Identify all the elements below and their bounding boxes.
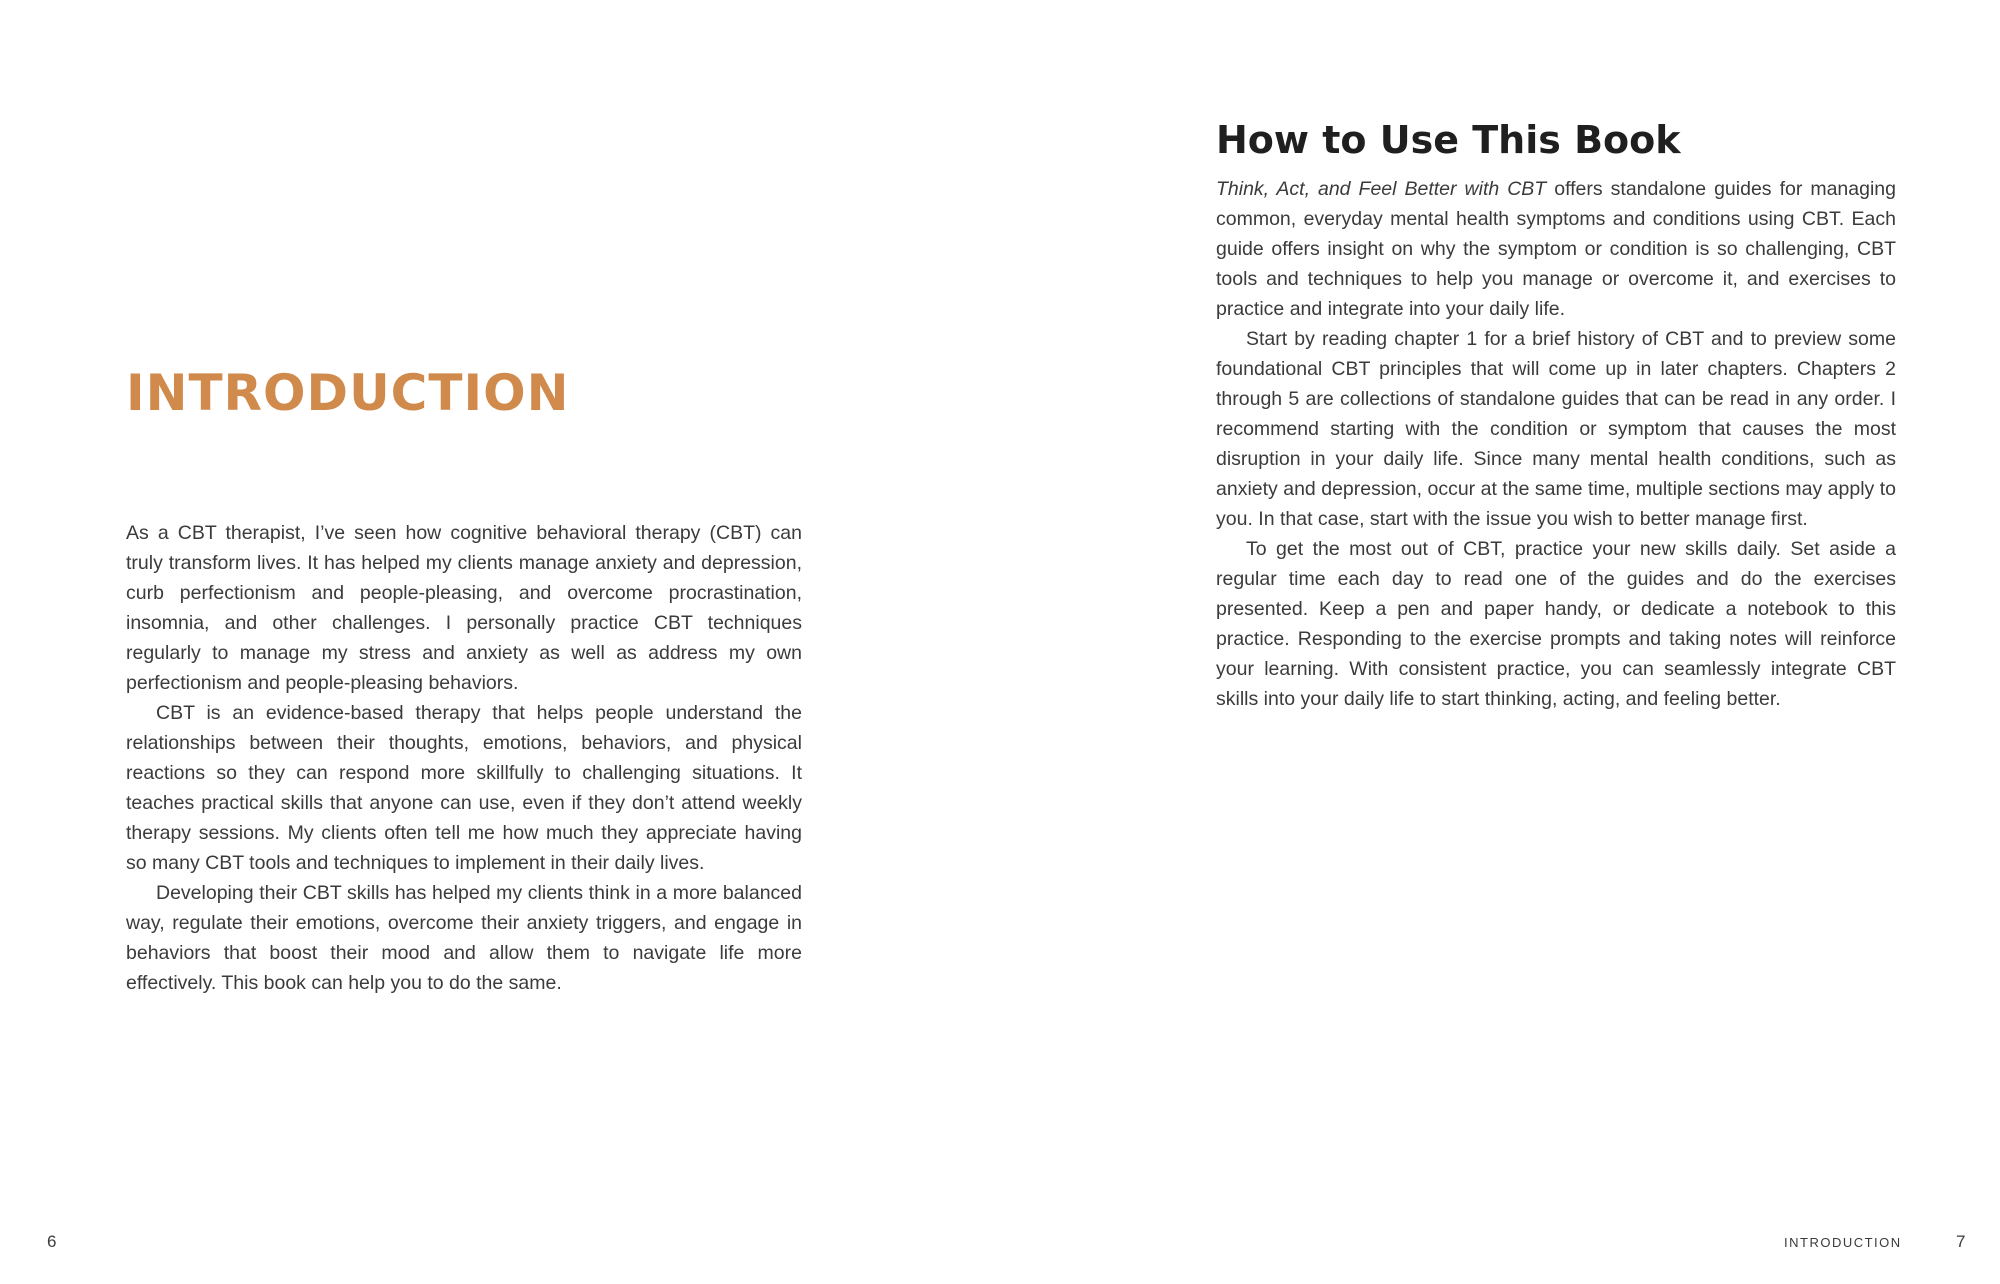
chapter-title: INTRODUCTION bbox=[126, 364, 570, 422]
section-heading: How to Use This Book bbox=[1216, 118, 1681, 162]
intro-paragraph-2: CBT is an evidence-based therapy that helps people understand the relationships between their thoughts, emotions, behaviors, and physical reactions so they can respond more skillfully to challenging situations. It teaches practical skills that anyone can use, even if they don’t attend weekly therapy sessions. My clients often tell me how much they appreciate having so many CBT tools and techniques to implement in their daily lives. bbox=[126, 702, 802, 874]
right-page bbox=[1000, 0, 2000, 1284]
how-to-paragraph-2: Start by reading chapter 1 for a brief history of CBT and to preview some foundational CBT principles that will come up in later chapters. Chapters 2 through 5 are collections of standalone guides that can be read in any order. I recommend starting with the condition or symptom that causes the most disruption in your daily life. Since many mental health conditions, such as anxiety and depression, occur at the same time, multiple sections may apply to you. In that case, start with the issue you wish to better manage first. bbox=[1216, 328, 1896, 530]
book-title-italic: Think, Act, and Feel Better with CBT bbox=[1216, 178, 1547, 200]
intro-paragraph-3: Developing their CBT skills has helped my clients think in a more balanced way, regulate their emotions, overcome their anxiety triggers, and engage in behaviors that boost their mood and allow them to navigate life more effectively. This book can help you to do the same. bbox=[126, 882, 802, 994]
how-to-use-body bbox=[1216, 174, 1896, 714]
how-to-paragraph-3: To get the most out of CBT, practice your new skills daily. Set aside a regular time each day to read one of the guides and do the exercises presented. Keep a pen and paper handy, or dedicate a notebook to this practice. Responding to the exercise prompts and taking notes will reinforce your learning. With consistent practice, you can seamlessly integrate CBT skills into your daily life to start thinking, acting, and feeling better. bbox=[1216, 538, 1896, 710]
running-head: INTRODUCTION bbox=[1784, 1235, 1902, 1250]
how-to-paragraph-1-text: offers standalone guides for managing common, everyday mental health symptoms and conditions using CBT. Each guide offers insight on why the symptom or condition is so challenging, CBT tools and techniques to help you manage or overcome it, and exercises to practice and integrate into your daily life. bbox=[1216, 178, 1896, 320]
intro-paragraph-1: As a CBT therapist, I’ve seen how cognitive behavioral therapy (CBT) can truly transform lives. It has helped my clients manage anxiety and depression, curb perfectionism and people-pleasing, and overcome procrastination, insomnia, and other challenges. I personally practice CBT techniques regularly to manage my stress and anxiety as well as address my own perfectionism and people-pleasing behaviors. bbox=[126, 522, 802, 694]
page-number-left: 6 bbox=[47, 1232, 57, 1251]
page-number-right: 7 bbox=[1956, 1232, 1966, 1251]
how-to-paragraph-1 bbox=[1216, 174, 1896, 324]
introduction-body bbox=[126, 518, 802, 998]
